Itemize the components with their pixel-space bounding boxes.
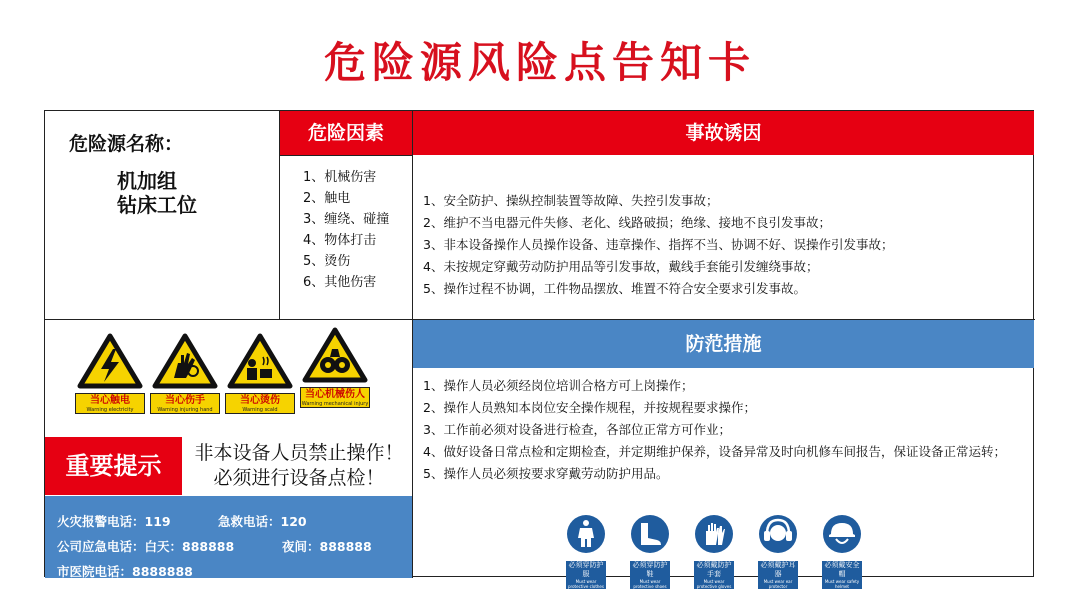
list-item: 1、安全防护、操纵控制装置等故障、失控引发事故； [423, 193, 719, 208]
ppe-sign [758, 514, 798, 589]
list-item: 5、烫伤 [303, 254, 351, 269]
hazard-name [117, 169, 197, 217]
hazard-name-line: 钻床工位 [117, 193, 197, 217]
ppe-label: 必须戴护耳器 Must wear ear protector [758, 561, 798, 589]
list-item: 2、触电 [303, 191, 351, 206]
sign-label: 当心触电 Warning electricity [75, 393, 145, 414]
causes-header: 事故诱因 [413, 111, 1034, 155]
mechanical-injury-icon [302, 327, 368, 383]
important-text [185, 441, 413, 491]
protective-shoes-icon [630, 514, 670, 554]
page-title: 危险源风险点告知卡 [323, 38, 756, 87]
fire-phone: 火灾报警电话：119 [57, 514, 171, 529]
safety-helmet-icon [822, 514, 862, 554]
ppe-sign [566, 514, 606, 589]
warning-sign [150, 333, 220, 414]
list-item: 5、操作过程不协调，工件物品摆放、堆置不符合安全要求引发事故。 [423, 281, 806, 296]
list-item: 1、机械伤害 [303, 170, 377, 185]
list-item: 3、非本设备操作人员操作设备、违章操作、指挥不当、协调不好、误操作引发事故； [423, 237, 894, 252]
ppe-sign [822, 514, 862, 589]
important-line: 必须进行设备点检！ [213, 467, 385, 489]
company-day-phone: 公司应急电话：白天：888888 [57, 539, 235, 554]
measures-header: 防范措施 [413, 320, 1034, 368]
sign-label: 当心烫伤 Warning scald [225, 393, 295, 414]
measures-list [423, 375, 1023, 485]
protective-clothing-icon [566, 514, 606, 554]
list-item: 5、操作人员必须按要求穿戴劳动防护用品。 [423, 466, 669, 481]
sign-label: 当心机械伤人 Warning mechanical injury [301, 389, 369, 407]
hand-injury-icon [152, 333, 218, 389]
ppe-label: 必须戴安全帽 Must wear safety helmet [822, 561, 862, 589]
electric-shock-icon [77, 333, 143, 389]
causes-list [423, 190, 893, 300]
ppe-sign [630, 514, 670, 589]
ppe-label: 必须穿防护服 Must wear protective clothes [566, 561, 606, 589]
emergency-contacts [45, 496, 412, 578]
list-item: 3、缠绕、碰撞 [303, 212, 390, 227]
list-item: 4、未按规定穿戴劳动防护用品等引发事故，戴线手套能引发缠绕事故； [423, 259, 819, 274]
warning-sign [75, 333, 145, 414]
important-line: 非本设备人员禁止操作！ [194, 442, 404, 464]
emergency-phone: 急救电话：120 [218, 514, 307, 529]
sign-label: 当心伤手 Warning injuring hand [150, 393, 220, 414]
ppe-label: 必须穿防护鞋 Must wear protective shoes [630, 561, 670, 589]
hazard-card [44, 110, 1034, 589]
protective-gloves-icon [694, 514, 734, 554]
hospital-phone: 市医院电话：8888888 [57, 564, 193, 579]
warning-sign [225, 333, 295, 414]
list-item: 4、物体打击 [303, 233, 377, 248]
list-item: 2、维护不当电器元件失修、老化、线路破损；绝缘、接地不良引发事故； [423, 215, 831, 230]
list-item: 4、做好设备日常点检和定期检查，并定期维护保养，设备异常及时向机修车间报告，保证设备正常运转； [423, 444, 1006, 459]
warning-sign [300, 327, 370, 408]
ear-protector-icon [758, 514, 798, 554]
list-item: 6、其他伤害 [303, 275, 377, 290]
list-item: 3、工作前必须对设备进行检查，各部位正常方可作业； [423, 422, 731, 437]
list-item: 2、操作人员熟知本岗位安全操作规程，并按规程要求操作； [423, 400, 756, 415]
hazard-name-label: 危险源名称： [69, 133, 184, 155]
ppe-sign [694, 514, 734, 589]
scald-icon [227, 333, 293, 389]
divider [279, 155, 413, 156]
company-night-phone: 夜间：888888 [282, 539, 372, 554]
important-label: 重要提示 [45, 437, 182, 495]
factors-list [303, 167, 389, 293]
factors-header: 危险因素 [280, 111, 412, 155]
ppe-label: 必须戴防护手套 Must wear protective gloves [694, 561, 734, 589]
list-item: 1、操作人员必须经岗位培训合格方可上岗操作； [423, 378, 694, 393]
hazard-name-line: 机加组 [117, 169, 177, 193]
